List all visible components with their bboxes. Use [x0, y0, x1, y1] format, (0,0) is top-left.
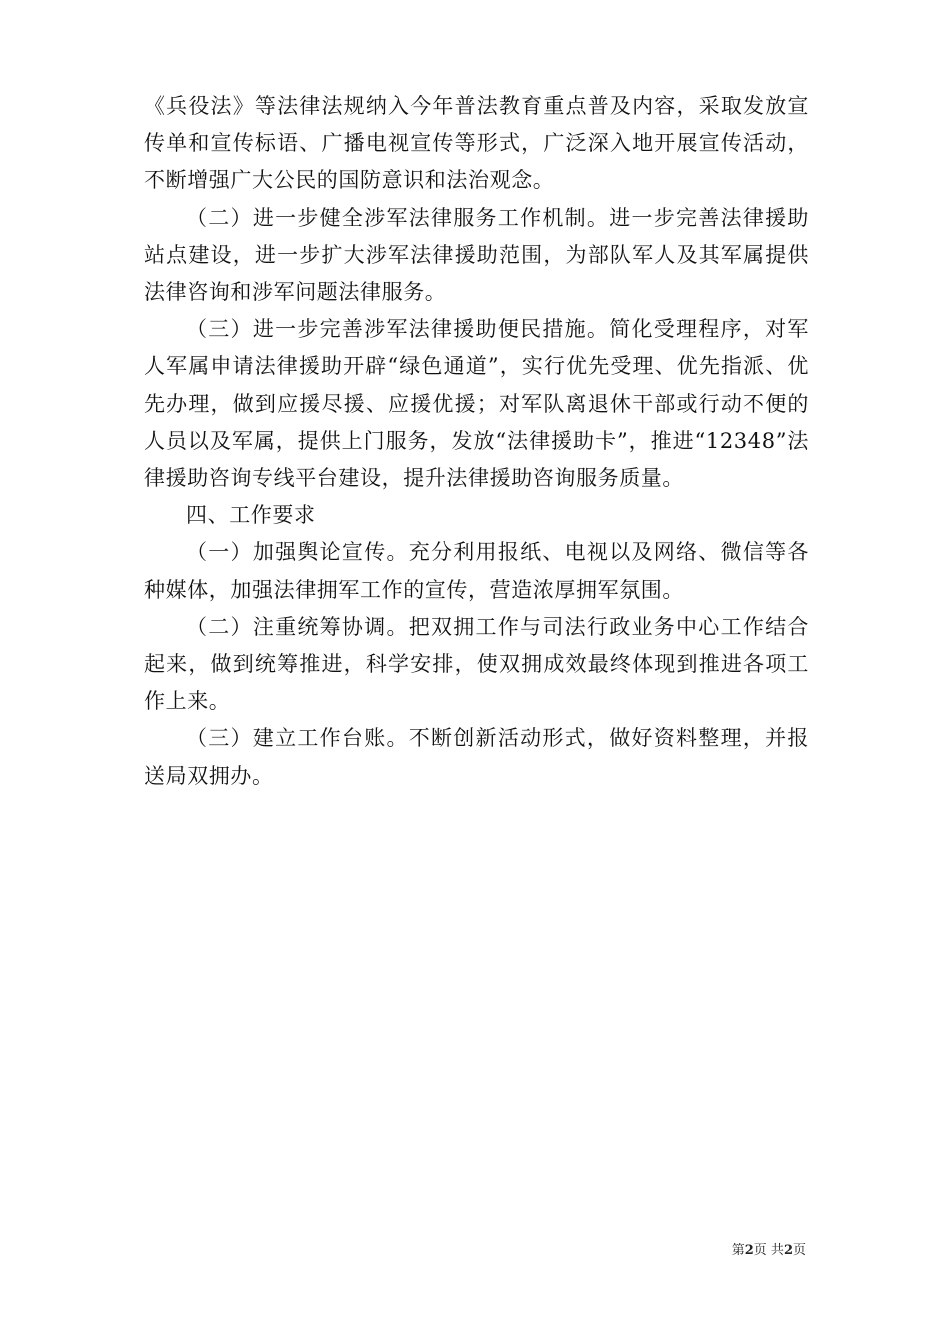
- paragraph-requirement-2: （二）注重统筹协调。把双拥工作与司法行政业务中心工作结合起来，做到统筹推进，科学安排，使双拥成效最终体现到推进各项工作上来。: [144, 614, 809, 714]
- section-heading-work-requirements: 四、工作要求: [186, 503, 316, 528]
- document-body: [144, 88, 809, 795]
- footer-total-pages: 2: [783, 1243, 793, 1258]
- paragraph-item-2: （二）进一步健全涉军法律服务工作机制。进一步完善法律援助站点建设，进一步扩大涉军法律援助范围，为部队军人及其军属提供法律咨询和涉军问题法律服务。: [144, 205, 809, 305]
- paragraph-item-3: （三）进一步完善涉军法律援助便民措施。简化受理程序，对军人军属申请法律援助开辟“绿色通道”，实行优先受理、优先指派、优先办理，做到应援尽援、应援优援；对军队离退休干部或行动不便的人员以及军属，提供上门服务，发放“法律援助卡”，推进“12348”法律援助咨询专线平台建设，提升法律援助咨询服务质量。: [144, 317, 809, 491]
- page-number-footer: [732, 1243, 806, 1259]
- footer-current-page: 2: [744, 1243, 754, 1258]
- paragraph-continued: 《兵役法》等法律法规纳入今年普法教育重点普及内容，采取发放宣传单和宣传标语、广播电视宣传等形式，广泛深入地开展宣传活动，不断增强广大公民的国防意识和法治观念。: [144, 94, 809, 193]
- paragraph-requirement-3: （三）建立工作台账。不断创新活动形式，做好资料整理，并报送局双拥办。: [144, 726, 809, 788]
- paragraph-requirement-1: （一）加强舆论宣传。充分利用报纸、电视以及网络、微信等各种媒体，加强法律拥军工作的宣传，营造浓厚拥军氛围。: [144, 540, 809, 602]
- footer-middle: 页 共: [753, 1243, 784, 1258]
- footer-prefix: 第: [731, 1243, 745, 1258]
- footer-suffix: 页: [792, 1243, 806, 1258]
